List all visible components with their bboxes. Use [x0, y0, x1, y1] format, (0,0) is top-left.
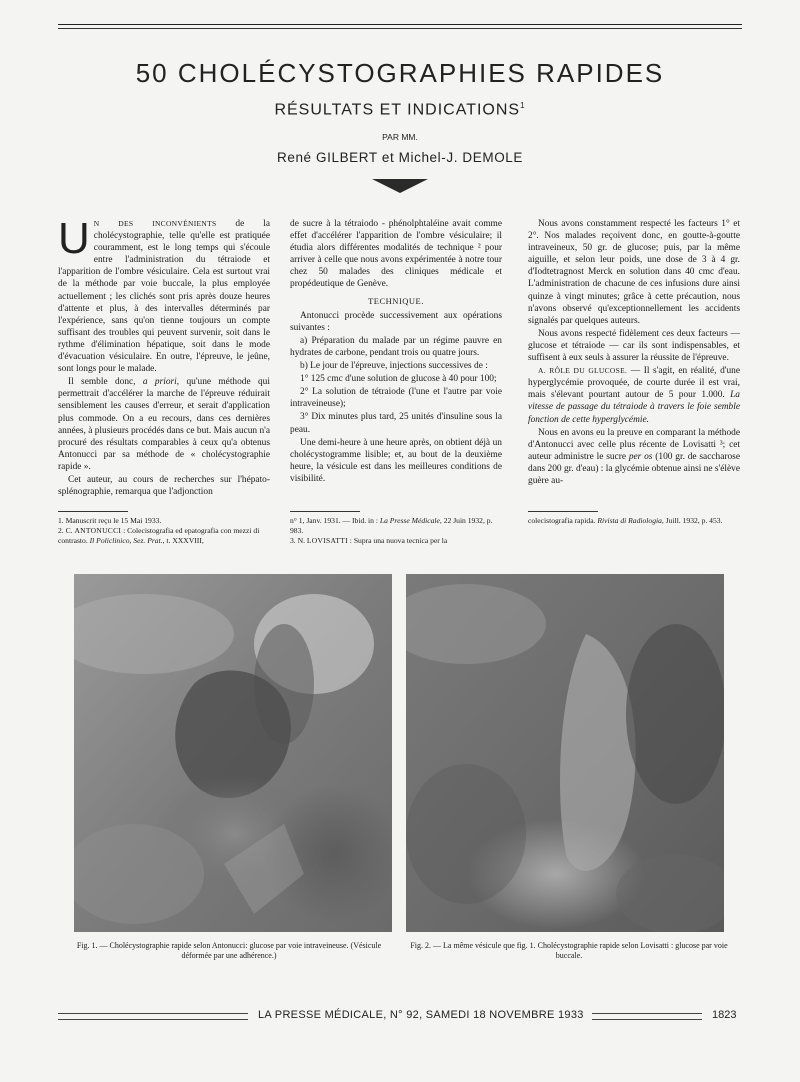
col2-paragraph-2: Antonucci procède successivement aux opérations suivantes :: [290, 310, 502, 333]
fn3-b: : Supra una nuova tecnica per la: [347, 536, 448, 545]
fn3-a: 3. N.: [290, 536, 307, 545]
figure-2-caption: Fig. 2. — La même vésicule que fig. 1. Cholécystographie rapide selon Lovisatti : glucose par voie buccale.: [410, 941, 728, 960]
col3-p4a: Nous en avons eu la preuve en comparant la méthode d'Antonucci avec celle plus récente de Lovisatti ³; cet auteur administre le sucre: [528, 427, 740, 462]
col2-paragraph-3: Une demi-heure à une heure après, on obtient déjà un cholécystogramme lisible; et, au bout de la deuxième heure, la vésicule est dans les meilleures conditions de visibilité.: [290, 437, 502, 484]
col2-paragraph-1: de sucre à la tétraiodo - phénolphtaléine avait comme effet d'accélérer l'apparition de l'ombre vésiculaire; il étudia alors différentes modalités de technique ² pour arriver à celle que nous avons expérimentée à notre tour chez 50 malades des cliniques médicale et propédeutique de Genève.: [290, 219, 502, 290]
col1-p2-em: a priori: [142, 377, 177, 388]
footnote-rule-3: [528, 511, 598, 512]
xray-image-1: [74, 574, 392, 932]
footnote-3-continued: [528, 516, 740, 526]
col1-paragraph-1: [58, 218, 270, 375]
col1-paragraph-3: Cet auteur, au cours de recherches sur l'hépato-splénographie, remarqua que l'adjonction: [58, 474, 270, 498]
subtitle-note: 1: [520, 101, 526, 110]
footnote-rule-2: [290, 511, 360, 512]
footer-rule-right: [592, 1013, 702, 1020]
column-1: [58, 218, 270, 508]
fn3-cont-b: , Juill. 1932, p. 453.: [661, 516, 723, 525]
fn3-cont-journal: Rivista di Radiologia: [597, 516, 662, 525]
xray-image-2: [406, 574, 724, 932]
article-title: 50 CHOLÉCYSTOGRAPHIES RAPIDES: [135, 58, 665, 88]
footnotes-col-2: [290, 516, 502, 566]
subtitle-text: RÉSULTATS ET INDICATIONS: [274, 101, 521, 119]
footnotes-col-1: [58, 516, 270, 566]
col1-lead: N DES INCONVÉNIENTS: [93, 219, 217, 228]
footnote-1: 1. Manuscrit reçu le 15 Mai 1933.: [58, 516, 162, 525]
column-2: [290, 218, 502, 508]
by-line: PAR MM.: [382, 132, 418, 142]
section-heading-technique: TECHNIQUE.: [368, 295, 424, 306]
fn2-author: ANTONUCCI: [74, 526, 122, 535]
fn2-c: , t. XXXVIII,: [162, 536, 204, 545]
ornament-triangle: [372, 179, 428, 200]
fn3-cont-a: colecistografia rapida.: [528, 516, 598, 525]
authors: René GILBERT et Michel-J. DEMOLE: [276, 150, 524, 165]
footnote-2: [58, 526, 270, 546]
footnote-2-continued: [290, 516, 502, 536]
top-rule-thin: [58, 28, 742, 29]
fn2-b: : Colecistografia ed epatografia con mezzi di contrasto.: [58, 526, 260, 545]
footer-rule-left: [58, 1013, 248, 1020]
col1-p1-text: de la cholécystographie, telle qu'elle est pratiquée couramment, est le long temps qui s'écoule entre l'administration du tétraiode et l'apparition de l'ombre vésiculaire. Cela est surtout vrai de la méthode par voie buccale, la plus employée actuellement ; les clichés sont pris après douze heures d'attente et plus, à des intervalles déterminés par l'expérience, sans qu'on tienne toujours un compte suffisant des troubles qui peuvent survenir, soit dans le rythme d'élimination hépatique, soit dans le mode d'évacuation vésiculaire. En outre, l'épreuve, le jeûne, sont longs pour le malade.: [58, 219, 270, 375]
col3-paragraph-3: [528, 365, 740, 425]
col3-p3a: — Il s'agit, en réalité, d'une hyperglycémie provoquée, de courte durée il est vrai, mais s'élevant pourtant autour de 5 pour 1.000.: [528, 366, 740, 401]
col1-p2b: , qu'une méthode qui permettrait d'accélérer la marche de l'épreuve réduirait sensiblement les causes d'erreur, et serait d'application plus commode. On a eu recours, dans ces dernières années, à plusieurs procédés dans ce but. Mais aucun n'a procuré des résultats comparables à ceux qu'a obtenus Antonucci par sa méthode de « cholécystographie rapide ».: [58, 377, 270, 472]
fn2-cont-a: n° 1, Janv. 1931. — Ibid. in :: [290, 516, 380, 525]
column-3: [528, 218, 740, 508]
fn2-cont-b: , 22 Juin 1932, p. 983.: [290, 516, 493, 535]
col2-item-b: b) Le jour de l'épreuve, injections successives de :: [300, 361, 488, 372]
col2-step-3: 3° Dix minutes plus tard, 25 unités d'insuline sous la peau.: [290, 412, 502, 435]
figure-1-caption: Fig. 1. — Cholécystographie rapide selon Antonucci: glucose par voie intraveineuse. (Vésicule déformée par une adhérence.): [76, 941, 382, 960]
col3-p4b: (100 gr. de saccharose dans 200 gr. d'eau) : la glycémie obtenue ainsi ne s'élève guère au-: [528, 451, 740, 486]
col3-lead: A. RÔLE DU GLUCOSE.: [538, 366, 628, 376]
col2-step-1: 1° 125 cmc d'une solution de glucose à 40 pour 100;: [300, 374, 497, 385]
col2-item-a: a) Préparation du malade par un régime pauvre en hydrates de carbone, pendant trois ou quatre jours.: [290, 335, 502, 358]
drop-cap: U: [58, 218, 90, 263]
footnote-rule-1: [58, 511, 128, 512]
page-number: 1823: [712, 1009, 737, 1021]
col3-p4-em: per os: [628, 451, 653, 462]
running-footer: LA PRESSE MÉDICALE, N° 92, SAMEDI 18 NOVEMBRE 1933: [258, 1009, 584, 1021]
col3-paragraph-4: [528, 427, 740, 487]
col1-p2a: Il semble donc,: [68, 377, 143, 388]
footnotes-col-3: [528, 516, 740, 566]
fn3-author: LOVISATTI: [306, 536, 348, 545]
article-subtitle: [0, 101, 800, 119]
col3-paragraph-1: Nous avons constamment respecté les facteurs 1° et 2°. Nos malades reçoivent donc, en goutte-à-goutte intraveineux, 50 gr. de glucose; puis, par la même aiguille, et selon leur poids, une dose de 3 à 4 gr. d'Iodtetragnost Merck en solution dans 40 cmc d'eau. L'administration de chacune de ces infusions dure ainsi quinze à vingt minutes; grâce à cette précaution, nous n'avons observé qu'exceptionnellement les accidents signalés par quelques auteurs.: [528, 219, 740, 326]
fn2-journal: Il Policlinico, Sez. Prat.: [89, 536, 163, 545]
col2-step-2: 2° La solution de tétraiode (l'une et l'autre par voie intraveineuse);: [290, 387, 502, 410]
fn2-cont-journal: La Presse Médicale: [379, 516, 440, 525]
fn2-a: 2. C.: [58, 526, 75, 535]
col1-paragraph-2: [58, 376, 270, 473]
footnote-3: [290, 536, 502, 546]
top-rule: [58, 24, 742, 25]
col3-paragraph-2: Nous avons respecté fidèlement ces deux facteurs — glucose et tétraiode — car ils sont indispensables, et suffisent à eux seuls à assurer la réussite de l'épreuve.: [528, 328, 740, 364]
col3-p3-em: La vitesse de passage du tétraiode à travers le foie semble fonction de cette hyperglycémie.: [528, 390, 740, 425]
